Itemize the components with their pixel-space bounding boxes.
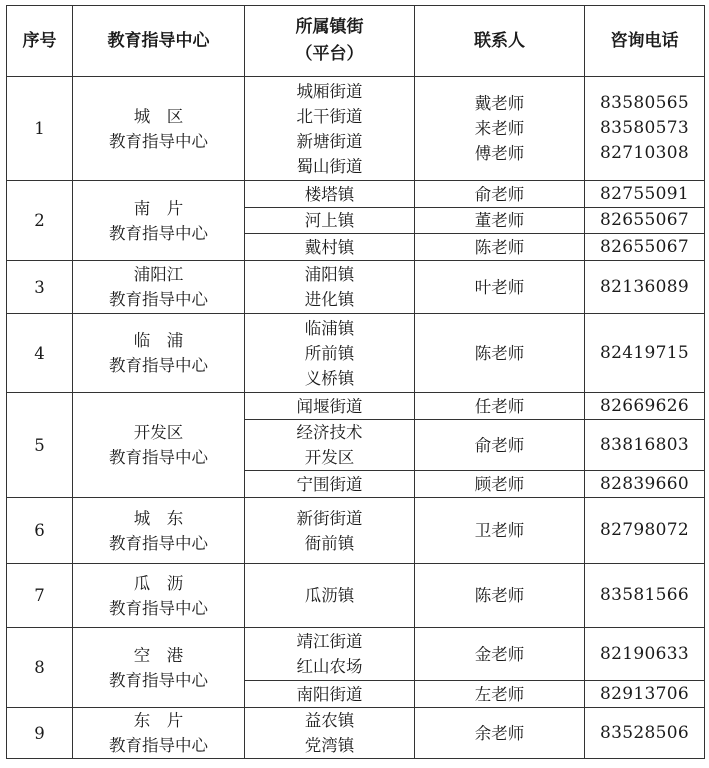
contact-cell-line: 叶老师 [474,277,525,297]
header-street-line2: （平台） [295,44,364,64]
phone-cell [585,628,705,681]
center-cell [73,181,245,261]
phone-cell-line: 82655067 [600,210,689,230]
street-cell-line: 新街街道 [296,508,363,528]
contact-cell [415,708,585,759]
table-row [7,77,705,181]
phone-cell [585,261,705,314]
street-cell [245,564,415,628]
contact-cell-line: 董老师 [474,211,525,230]
center-cell-line: 城 区 [133,106,184,126]
contact-cell-line: 任老师 [474,396,525,416]
street-cell-line: 瓜沥镇 [304,586,355,605]
phone-cell-line: 83580565 [600,93,689,113]
center-cell-line: 东 片 [133,711,184,730]
contact-cell-line: 俞老师 [474,435,525,455]
phone-cell [585,234,705,261]
street-cell [245,708,415,759]
phone-cell-line: 83528506 [600,722,689,743]
seq-cell: 9 [7,708,73,759]
header-center: 教育指导中心 [73,6,245,77]
center-cell [73,564,245,628]
phone-cell-line: 82839660 [600,473,689,494]
street-cell-line: 开发区 [304,448,355,467]
phone-cell [585,208,705,234]
contact-cell [415,393,585,420]
seq-cell: 8 [7,628,73,708]
street-cell [245,77,415,181]
phone-cell [585,471,705,498]
street-cell [245,628,415,681]
phone-cell-line: 82798072 [600,520,689,540]
street-cell-line: 益农镇 [304,711,355,730]
contact-cell-line: 顾老师 [474,474,525,494]
street-cell-line: 新塘街道 [296,131,363,151]
center-cell-line: 空 港 [133,645,184,665]
center-cell-line: 教育指导中心 [109,290,208,309]
street-cell-line: 楼塔镇 [304,184,355,204]
contact-cell [415,471,585,498]
contact-cell [415,628,585,681]
phone-cell [585,564,705,628]
phone-cell-line: 82190633 [600,643,689,664]
table-row [7,628,705,681]
phone-cell-line: 82755091 [600,183,689,204]
street-cell-line: 城厢街道 [296,81,363,101]
street-cell [245,261,415,314]
phone-cell [585,181,705,208]
contact-cell-line: 陈老师 [474,586,525,605]
center-cell-line: 教育指导中心 [109,598,208,618]
seq-cell: 5 [7,393,73,498]
street-cell-line: 闻堰街道 [296,396,363,416]
street-cell-line: 戴村镇 [304,237,355,257]
contact-cell-line: 卫老师 [474,521,525,540]
seq-cell: 4 [7,314,73,393]
contact-cell [415,77,585,181]
phone-cell [585,77,705,181]
center-cell-line: 教育指导中心 [109,533,208,553]
phone-cell-line: 82136089 [600,276,689,297]
table-row [7,314,705,393]
seq-cell: 2 [7,181,73,261]
center-cell-line: 城 东 [133,508,184,528]
seq-cell: 7 [7,564,73,628]
contact-cell [415,208,585,234]
seq-cell: 6 [7,498,73,564]
seq-cell: 3 [7,261,73,314]
table-row [7,498,705,564]
contact-cell-line: 戴老师 [474,94,525,113]
street-cell-line: 临浦镇 [304,318,355,338]
street-cell-line: 党湾镇 [304,736,355,755]
phone-cell-line: 82419715 [600,342,689,363]
contact-cell [415,314,585,393]
street-cell [245,681,415,708]
contact-cell [415,234,585,261]
contact-cell-line: 俞老师 [474,184,525,204]
phone-cell-line: 82655067 [600,236,689,257]
seq-cell: 1 [7,77,73,181]
street-cell-line: 河上镇 [304,211,355,230]
contact-cell-line: 陈老师 [474,343,525,363]
contact-cell [415,261,585,314]
phone-cell-line: 82710308 [600,143,689,163]
street-cell [245,314,415,393]
header-row [7,6,705,77]
center-cell-line: 南 片 [133,198,184,218]
table-row [7,393,705,420]
header-street-line1: 所属镇街 [295,17,364,37]
phone-cell [585,681,705,708]
phone-cell [585,393,705,420]
street-cell [245,181,415,208]
contact-cell [415,420,585,471]
table-row [7,708,705,759]
street-cell-line: 靖江街道 [296,632,363,651]
center-cell [73,393,245,498]
phone-cell-line: 82913706 [600,683,689,704]
header-phone: 咨询电话 [585,6,705,77]
street-cell-line: 蜀山街道 [296,156,363,176]
center-cell-line: 临 浦 [133,331,184,350]
street-cell [245,471,415,498]
street-cell-line: 所前镇 [304,343,355,363]
center-cell-line: 浦阳江 [133,265,184,284]
center-cell-line: 教育指导中心 [109,736,208,755]
street-cell [245,420,415,471]
center-cell-line: 教育指导中心 [109,223,208,243]
street-cell-line: 南阳街道 [296,684,363,704]
phone-cell-line: 83581566 [600,585,689,605]
phone-cell [585,498,705,564]
center-cell [73,77,245,181]
center-cell [73,498,245,564]
table-row [7,261,705,314]
contact-cell [415,564,585,628]
center-cell [73,314,245,393]
header-contact: 联系人 [415,6,585,77]
contact-cell [415,681,585,708]
contact-cell-line: 金老师 [474,644,525,664]
contact-cell [415,498,585,564]
contact-cell [415,181,585,208]
contact-cell-line: 来老师 [474,119,525,138]
table-body [7,77,705,759]
table-row [7,181,705,208]
street-cell-line: 红山农场 [296,657,363,676]
street-cell [245,234,415,261]
street-cell-line: 衙前镇 [304,533,355,553]
phone-cell-line: 83816803 [600,434,689,455]
center-cell-line: 教育指导中心 [109,448,208,467]
contact-cell-line: 左老师 [474,684,525,704]
contact-cell-line: 陈老师 [474,237,525,257]
contact-table [6,5,705,759]
contact-cell-line: 傅老师 [474,144,525,163]
center-cell [73,628,245,708]
center-cell [73,708,245,759]
phone-cell-line: 82669626 [600,395,689,416]
phone-cell [585,708,705,759]
street-cell-line: 宁围街道 [296,474,363,494]
center-cell-line: 教育指导中心 [109,131,208,151]
street-cell-line: 浦阳镇 [304,265,355,284]
phone-cell [585,314,705,393]
street-cell [245,208,415,234]
street-cell-line: 进化镇 [304,290,355,309]
contact-cell-line: 余老师 [474,723,525,743]
phone-cell-line: 83580573 [600,118,689,138]
center-cell [73,261,245,314]
street-cell [245,393,415,420]
header-street [245,6,415,77]
center-cell-line: 教育指导中心 [109,356,208,375]
header-seq: 序号 [7,6,73,77]
street-cell-line: 义桥镇 [304,368,355,388]
phone-cell [585,420,705,471]
center-cell-line: 瓜 沥 [133,573,184,593]
center-cell-line: 教育指导中心 [109,670,208,690]
street-cell [245,498,415,564]
street-cell-line: 经济技术 [296,423,363,442]
table-row [7,564,705,628]
center-cell-line: 开发区 [133,423,184,442]
street-cell-line: 北干街道 [296,106,363,126]
